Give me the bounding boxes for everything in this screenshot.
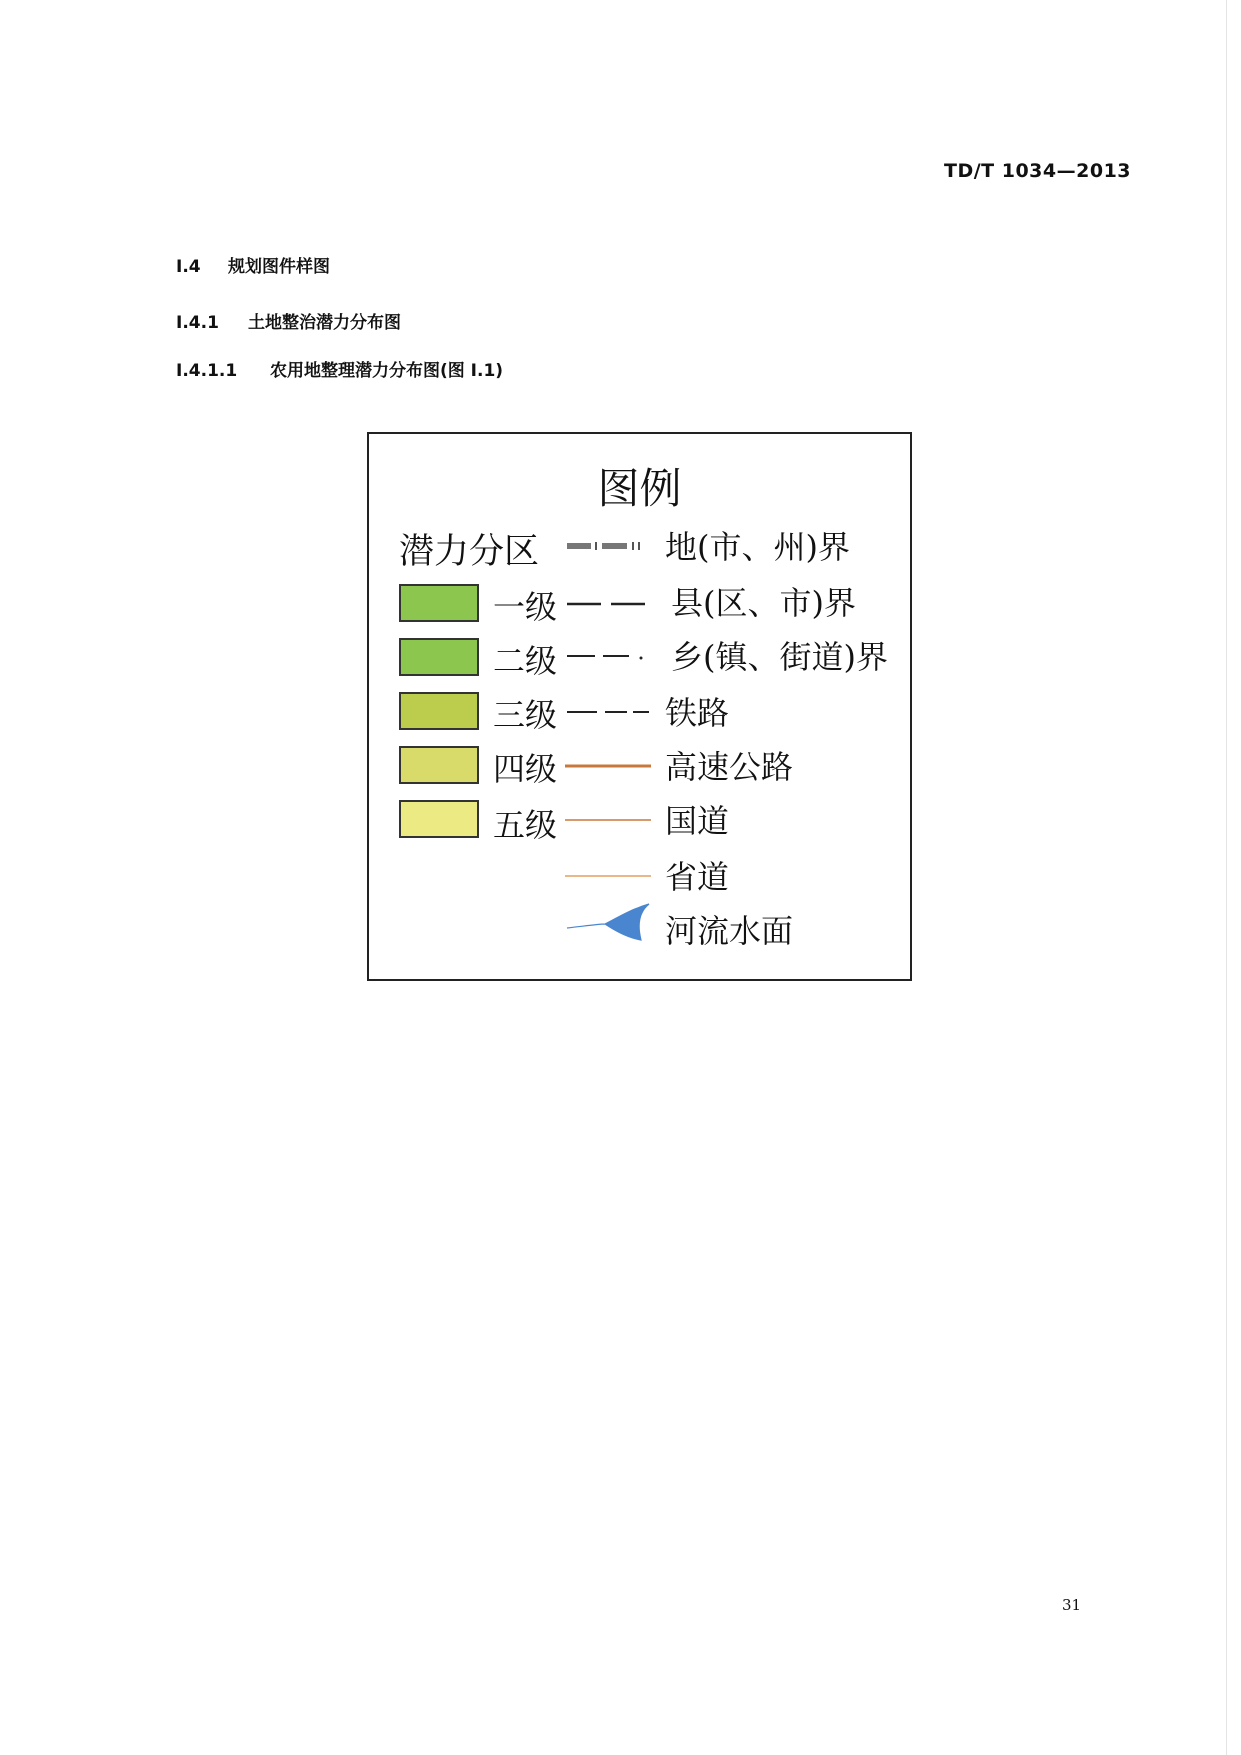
legend-line-label-1: 地(市、州)界 xyxy=(665,528,850,566)
county-boundary-icon xyxy=(565,594,651,614)
section-title: 规划图件样图 xyxy=(228,257,330,277)
national-road-icon xyxy=(565,810,651,830)
section-heading-i41 xyxy=(176,308,401,333)
section-heading-i4 xyxy=(176,252,330,277)
page-edge-line xyxy=(1226,0,1227,1755)
legend-line-label-8: 河流水面 xyxy=(665,912,794,950)
standard-code: TD/T 1034—2013 xyxy=(944,160,1132,182)
legend-line-label-6: 国道 xyxy=(665,802,730,840)
legend-title: 图例 xyxy=(597,464,682,513)
prefecture-boundary-icon xyxy=(565,536,651,556)
zone-label-3: 三级 xyxy=(493,696,558,734)
potential-zone-header: 潜力分区 xyxy=(399,532,540,572)
river-icon xyxy=(565,900,651,946)
section-number: I.4.1.1 xyxy=(176,361,238,381)
legend-line-label-7: 省道 xyxy=(665,858,730,896)
legend-line-label-5: 高速公路 xyxy=(665,748,794,786)
legend-line-label-2: 县(区、市)界 xyxy=(671,584,856,622)
zone-label-1: 一级 xyxy=(493,588,558,626)
map-legend xyxy=(367,432,912,981)
zone-swatch-1 xyxy=(399,584,479,622)
zone-label-2: 二级 xyxy=(493,642,558,680)
section-number: I.4.1 xyxy=(176,313,219,333)
zone-label-5: 五级 xyxy=(493,806,558,844)
railway-icon xyxy=(565,702,651,722)
zone-swatch-5 xyxy=(399,800,479,838)
zone-label-4: 四级 xyxy=(493,750,558,788)
section-title: 土地整治潜力分布图 xyxy=(248,313,401,333)
expressway-icon xyxy=(565,756,651,776)
legend-line-label-3: 乡(镇、街道)界 xyxy=(671,638,888,676)
provincial-road-icon xyxy=(565,866,651,886)
section-number: I.4 xyxy=(176,257,201,277)
zone-swatch-2 xyxy=(399,638,479,676)
section-title: 农用地整理潜力分布图(图 I.1) xyxy=(270,361,504,381)
section-heading-i411 xyxy=(176,356,503,381)
zone-swatch-3 xyxy=(399,692,479,730)
legend-line-label-4: 铁路 xyxy=(665,694,730,732)
zone-swatch-4 xyxy=(399,746,479,784)
page-number: 31 xyxy=(1062,1596,1082,1614)
township-boundary-icon xyxy=(565,646,651,666)
